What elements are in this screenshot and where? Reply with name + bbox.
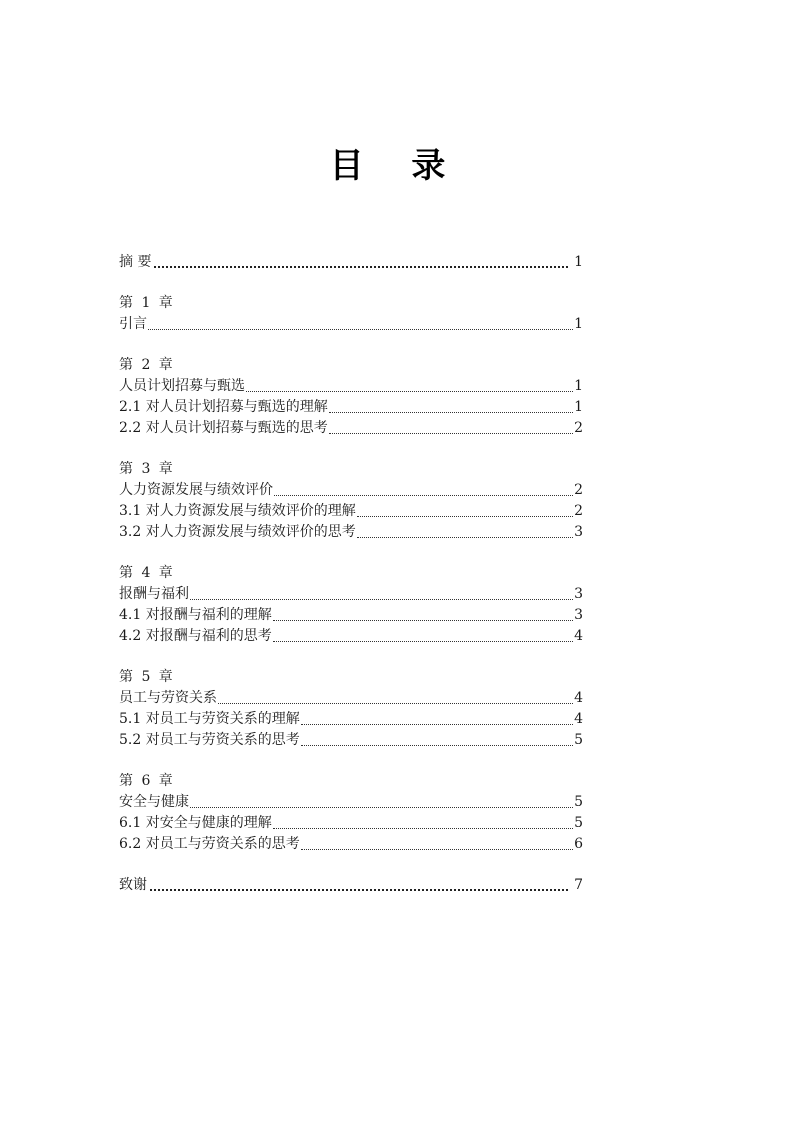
- chapter-heading: 第 1 章: [119, 295, 175, 311]
- toc-label: 4.1 对报酬与福利的理解: [119, 607, 272, 623]
- toc-label: 3.1 对人力资源发展与绩效评价的理解: [119, 503, 356, 519]
- toc-entry[interactable]: [119, 522, 583, 543]
- toc-entry[interactable]: [119, 501, 583, 522]
- toc-label: 人力资源发展与绩效评价: [119, 482, 273, 498]
- toc-page-number: 1: [574, 378, 583, 394]
- toc-label: 员工与劳资关系: [119, 690, 217, 706]
- toc-entry[interactable]: [119, 314, 583, 335]
- toc-entry[interactable]: [119, 709, 583, 730]
- toc-entry[interactable]: [119, 480, 583, 501]
- toc-label: 2.2 对人员计划招募与甄选的思考: [119, 420, 328, 436]
- toc-label: 5.1 对员工与劳资关系的理解: [119, 711, 300, 727]
- toc-entry[interactable]: [119, 584, 583, 605]
- toc-label: 6.2 对员工与劳资关系的思考: [119, 836, 300, 852]
- dot-leader: [273, 641, 573, 642]
- dot-leader: [190, 599, 573, 600]
- table-of-contents: [119, 252, 583, 896]
- dot-leader: [148, 329, 573, 330]
- toc-label: 5.2 对员工与劳资关系的思考: [119, 732, 300, 748]
- toc-label: 报酬与福利: [119, 586, 189, 602]
- dot-leader: [218, 703, 573, 704]
- toc-entry[interactable]: [119, 792, 583, 813]
- toc-entry[interactable]: [119, 605, 583, 626]
- dot-leader: [273, 620, 573, 621]
- toc-label: 4.2 对报酬与福利的思考: [119, 628, 272, 644]
- dot-leader: [329, 433, 573, 434]
- dot-leader: [150, 889, 568, 891]
- toc-page-number: 2: [574, 420, 583, 436]
- toc-label: 致谢: [119, 877, 147, 893]
- toc-page-number: 4: [574, 690, 583, 706]
- toc-page-number: 1: [574, 399, 583, 415]
- toc-label: 2.1 对人员计划招募与甄选的理解: [119, 399, 328, 415]
- dot-leader: [301, 724, 573, 725]
- chapter-heading: 第 2 章: [119, 357, 175, 373]
- dot-leader: [301, 849, 573, 850]
- toc-label: 3.2 对人力资源发展与绩效评价的思考: [119, 524, 356, 540]
- toc-page-number: 5: [574, 794, 583, 810]
- dot-leader: [246, 391, 573, 392]
- toc-page-number: 3: [574, 607, 583, 623]
- chapter-heading: 第 3 章: [119, 461, 175, 477]
- toc-entry-acknowledgement[interactable]: [119, 875, 583, 896]
- dot-leader: [357, 516, 573, 517]
- toc-page-number: 4: [574, 711, 583, 727]
- toc-page-number: 3: [574, 524, 583, 540]
- dot-leader: [190, 807, 573, 808]
- dot-leader: [274, 495, 573, 496]
- toc-page-number: 5: [574, 815, 583, 831]
- toc-entry-abstract[interactable]: [119, 252, 583, 273]
- page-title: 目 录: [329, 146, 464, 186]
- toc-entry[interactable]: [119, 688, 583, 709]
- toc-page-number: 7: [574, 877, 583, 893]
- dot-leader: [329, 412, 573, 413]
- toc-label: 引言: [119, 316, 147, 332]
- toc-entry[interactable]: [119, 418, 583, 439]
- toc-page-number: 4: [574, 628, 583, 644]
- toc-entry[interactable]: [119, 730, 583, 751]
- toc-entry[interactable]: [119, 813, 583, 834]
- toc-entry[interactable]: [119, 626, 583, 647]
- chapter-heading: 第 6 章: [119, 773, 175, 789]
- toc-page-number: 1: [574, 254, 583, 270]
- toc-page-number: 6: [574, 836, 583, 852]
- toc-label: 摘 要: [119, 254, 152, 270]
- toc-label: 人员计划招募与甄选: [119, 378, 245, 394]
- toc-entry[interactable]: [119, 397, 583, 418]
- dot-leader: [273, 828, 573, 829]
- chapter-heading: 第 5 章: [119, 669, 175, 685]
- toc-page-number: 1: [574, 316, 583, 332]
- toc-entry[interactable]: [119, 834, 583, 855]
- toc-page-number: 5: [574, 732, 583, 748]
- chapter-heading: 第 4 章: [119, 565, 175, 581]
- toc-page-number: 2: [574, 482, 583, 498]
- dot-leader: [154, 266, 568, 268]
- toc-label: 6.1 对安全与健康的理解: [119, 815, 272, 831]
- toc-entry[interactable]: [119, 376, 583, 397]
- toc-label: 安全与健康: [119, 794, 189, 810]
- dot-leader: [357, 537, 573, 538]
- dot-leader: [301, 745, 573, 746]
- toc-page-number: 2: [574, 503, 583, 519]
- toc-page-number: 3: [574, 586, 583, 602]
